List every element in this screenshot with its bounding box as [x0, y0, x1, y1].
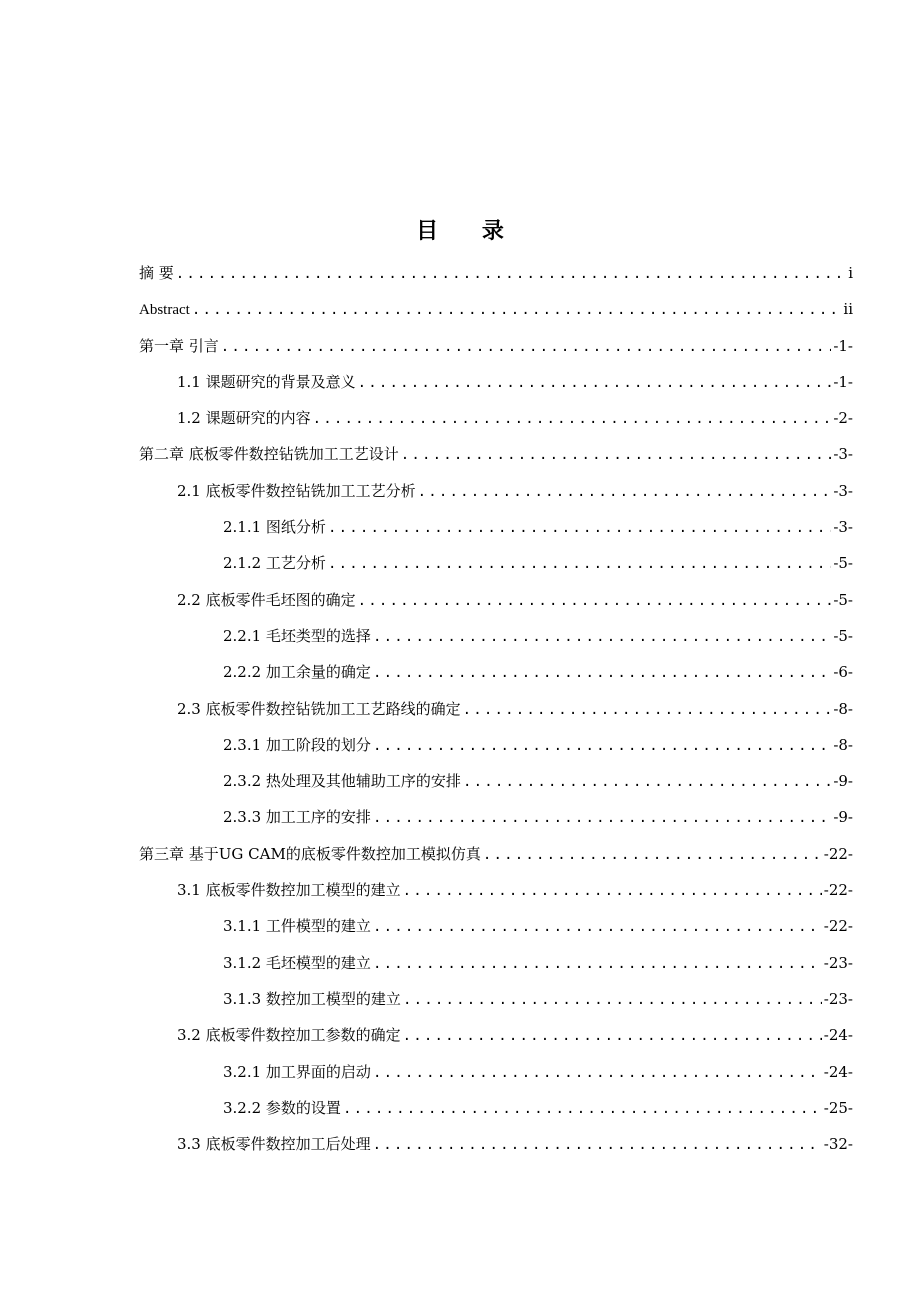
- toc-dot-leader: [358, 368, 832, 398]
- toc-entry-page: -24-: [823, 1062, 853, 1081]
- toc-entry: [139, 766, 853, 802]
- toc-dot-leader: [463, 767, 831, 797]
- toc-entry-title: 2.3 底板零件数控钻铣加工工艺路线的确定: [177, 699, 461, 718]
- toc-entry-page: -2-: [833, 409, 853, 428]
- toc-dot-leader: [403, 1021, 822, 1051]
- toc-dot-leader: [373, 731, 831, 761]
- toc-entry-title: 2.1 底板零件数控钻铣加工工艺分析: [177, 481, 416, 500]
- toc-entry: [139, 911, 853, 947]
- toc-entry-title: 摘 要: [139, 264, 174, 282]
- toc-entry-page: -23-: [823, 953, 853, 972]
- toc-entry-title: 第一章 引言: [139, 336, 219, 355]
- toc-dot-leader: [483, 840, 822, 870]
- toc-entry-title: 3.2.1 加工界面的启动: [223, 1062, 371, 1081]
- toc-entry: [139, 258, 853, 294]
- toc-entry-page: -5-: [833, 590, 853, 609]
- toc-entry-page: -3-: [833, 518, 853, 537]
- toc-entry-title: 3.1.1 工件模型的建立: [223, 917, 371, 936]
- toc-entry-page: -22-: [823, 881, 853, 900]
- toc-dot-leader: [313, 404, 832, 434]
- toc-dot-leader: [418, 477, 832, 507]
- toc-entry-page: -8-: [833, 735, 853, 754]
- toc-entry-page: ii: [843, 300, 853, 319]
- toc-dot-leader: [403, 985, 822, 1015]
- toc-dot-leader: [373, 949, 822, 979]
- toc-dot-leader: [373, 1058, 822, 1088]
- toc-dot-leader: [328, 549, 831, 579]
- toc-dot-leader: [328, 513, 831, 543]
- toc-dot-leader: [401, 440, 832, 470]
- toc-entry-page: -3-: [833, 445, 853, 464]
- toc-entry: [139, 948, 853, 984]
- toc-entry: [139, 1129, 853, 1165]
- toc-entry-title: 2.3.2 热处理及其他辅助工序的安排: [223, 772, 461, 791]
- toc-entry: [139, 839, 853, 875]
- page-title: 目 录: [416, 219, 522, 244]
- toc-entry: [139, 585, 853, 621]
- toc-entry: [139, 331, 853, 367]
- toc-entry-title: 3.1.2 毛坯模型的建立: [223, 953, 371, 972]
- toc-dot-leader: [373, 622, 831, 652]
- toc-entry: [139, 730, 853, 766]
- toc-entry: [139, 621, 853, 657]
- toc-entry-page: -22-: [823, 844, 853, 863]
- toc-entry-title: 1.2 课题研究的内容: [177, 409, 311, 428]
- toc-dot-leader: [373, 1130, 822, 1160]
- toc-entry: [139, 367, 853, 403]
- toc-entry: [139, 439, 853, 475]
- toc-entry: [139, 1020, 853, 1056]
- toc-entry: [139, 1057, 853, 1093]
- toc-entry-page: -25-: [823, 1098, 853, 1117]
- toc-entry-page: -5-: [833, 626, 853, 645]
- toc-entry-title: 2.2 底板零件毛坯图的确定: [177, 590, 356, 609]
- toc-entry-page: -9-: [833, 772, 853, 791]
- toc-entry-title: 2.3.1 加工阶段的划分: [223, 735, 371, 754]
- toc-dot-leader: [192, 295, 842, 325]
- toc-entry-page: -8-: [833, 699, 853, 718]
- toc-entry-page: -24-: [823, 1026, 853, 1045]
- toc-entry-title: 3.2.2 参数的设置: [223, 1098, 341, 1117]
- toc-entry-title: 3.3 底板零件数控加工后处理: [177, 1135, 371, 1154]
- toc-dot-leader: [343, 1094, 822, 1124]
- toc-entry-page: -3-: [833, 481, 853, 500]
- toc-entry-title: 3.2 底板零件数控加工参数的确定: [177, 1026, 401, 1045]
- toc-entry-page: -22-: [823, 917, 853, 936]
- toc-entry-page: -9-: [833, 808, 853, 827]
- toc-dot-leader: [373, 912, 822, 942]
- toc-entry-title: 1.1 课题研究的背景及意义: [177, 372, 356, 391]
- toc-entry-title: 第三章 基于UG CAM的底板零件数控加工模拟仿真: [139, 844, 481, 863]
- toc-dot-leader: [373, 658, 831, 688]
- toc-dot-leader: [221, 332, 832, 362]
- toc-entry-title: 2.2.2 加工余量的确定: [223, 663, 371, 682]
- toc-dot-leader: [403, 876, 822, 906]
- toc-entry-title: Abstract: [139, 302, 190, 319]
- toc-entry-title: 2.3.3 加工工序的安排: [223, 808, 371, 827]
- toc-entry: [139, 403, 853, 439]
- toc-entry: [139, 802, 853, 838]
- toc-entry-title: 3.1.3 数控加工模型的建立: [223, 989, 401, 1008]
- toc-entry-page: i: [848, 264, 853, 282]
- toc-entry: [139, 984, 853, 1020]
- toc-entry: [139, 294, 853, 330]
- toc-dot-leader: [176, 259, 846, 289]
- toc-dot-leader: [358, 586, 832, 616]
- table-of-contents: [139, 258, 853, 1165]
- toc-entry-title: 3.1 底板零件数控加工模型的建立: [177, 881, 401, 900]
- toc-entry-page: -1-: [833, 336, 853, 355]
- toc-dot-leader: [463, 695, 832, 725]
- toc-entry: [139, 548, 853, 584]
- toc-dot-leader: [373, 803, 831, 833]
- toc-entry-page: -32-: [823, 1135, 853, 1154]
- toc-entry-page: -5-: [833, 554, 853, 573]
- toc-entry-title: 2.1.1 图纸分析: [223, 518, 326, 537]
- toc-entry: [139, 875, 853, 911]
- toc-entry-page: -1-: [833, 372, 853, 391]
- toc-entry-page: -6-: [833, 663, 853, 682]
- toc-entry: [139, 657, 853, 693]
- toc-entry: [139, 1093, 853, 1129]
- toc-entry-title: 第二章 底板零件数控钻铣加工工艺设计: [139, 445, 399, 464]
- toc-entry: [139, 512, 853, 548]
- toc-entry-title: 2.1.2 工艺分析: [223, 554, 326, 573]
- toc-entry: [139, 476, 853, 512]
- toc-entry-title: 2.2.1 毛坯类型的选择: [223, 626, 371, 645]
- toc-entry: [139, 694, 853, 730]
- toc-entry-page: -23-: [823, 989, 853, 1008]
